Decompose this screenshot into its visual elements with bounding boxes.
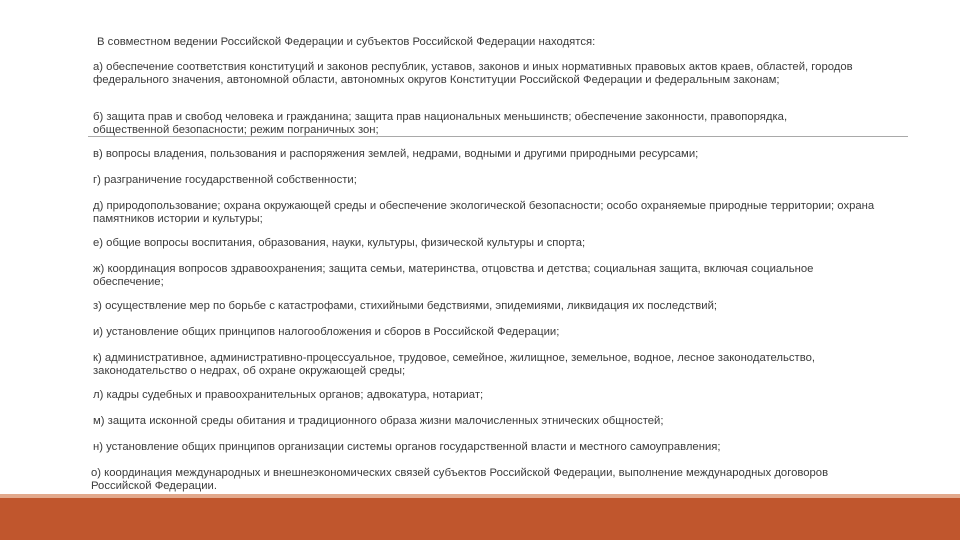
list-item-e: е) общие вопросы воспитания, образования, науки, культуры, физической культуры и спорта; <box>93 237 586 249</box>
list-item-k: к) административное, административно-процессуальное, трудовое, семейное, жилищное, земельное, водное, лесное законодательство, законодательство о недрах, об охране окружающей среды; <box>93 352 816 377</box>
intro-text: В совместном ведении Российской Федерации и субъектов Российской Федерации находятся: <box>97 36 596 48</box>
list-item-z: з) осуществление мер по борьбе с катастрофами, стихийными бедствиями, эпидемиями, ликвидация их последствий; <box>93 300 718 312</box>
footer-accent-bar <box>0 498 960 540</box>
list-item-m: м) защита исконной среды обитания и традиционного образа жизни малочисленных этнических общностей; <box>93 415 664 427</box>
list-item-zh: ж) координация вопросов здравоохранения; защита семьи, материнства, отцовства и детства; социальная защита, включая социальное обеспечение; <box>93 263 814 288</box>
list-item-a: а) обеспечение соответствия конституций и законов республик, уставов, законов и иных нормативных правовых актов краев, областей, городов федерального значения, автономной области, автономных округов Конституции Российской Федерации и федеральным законам; <box>93 61 853 86</box>
list-item-v: в) вопросы владения, пользования и распоряжения землей, недрами, водными и другими природными ресурсами; <box>93 148 699 160</box>
list-item-g: г) разграничение государственной собственности; <box>93 174 357 186</box>
list-item-b: б) защита прав и свобод человека и гражданина; защита прав национальных меньшинств; обеспечение законности, правопорядка, общественной безопасности; режим пограничных зон; <box>93 111 788 136</box>
list-item-l: л) кадры судебных и правоохранительных органов; адвокатура, нотариат; <box>93 389 484 401</box>
divider-line <box>88 136 908 137</box>
list-item-n: н) установление общих принципов организации системы органов государственной власти и местного самоуправления; <box>93 441 721 453</box>
list-item-o: о) координация международных и внешнеэкономических связей субъектов Российской Федерации, выполнение международных договоров Российской Федерации. <box>91 467 829 492</box>
list-item-i: и) установление общих принципов налогообложения и сборов в Российской Федерации; <box>93 326 560 338</box>
list-item-d: д) природопользование; охрана окружающей среды и обеспечение экологической безопасности; особо охраняемые природные территории; охрана памятников истории и культуры; <box>93 200 875 225</box>
